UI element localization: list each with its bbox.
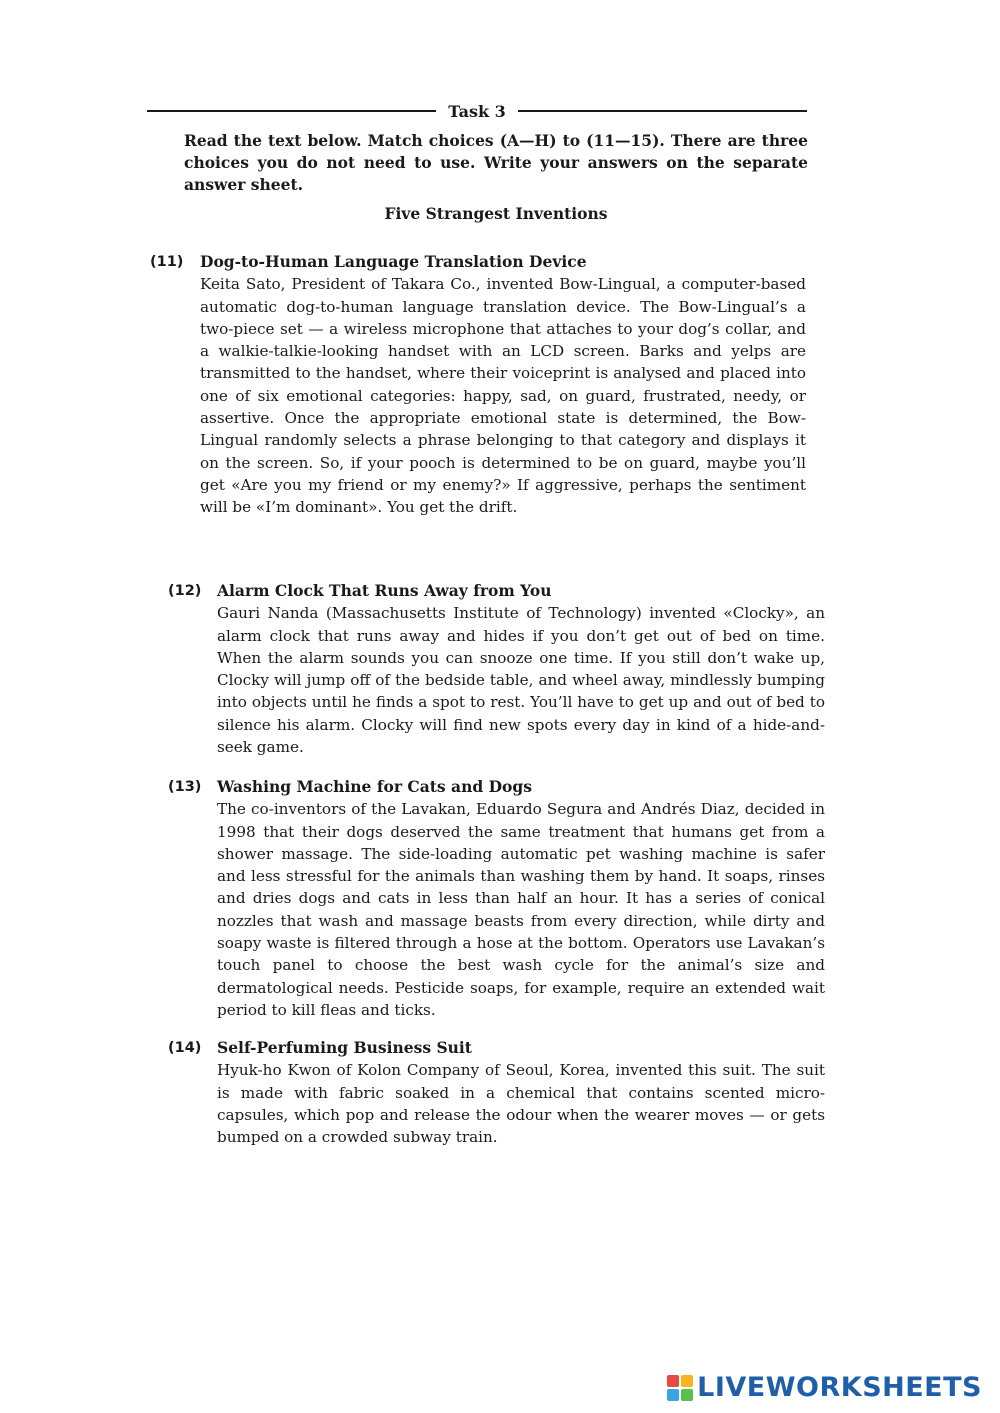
section-number: (11) bbox=[150, 254, 184, 270]
task-header bbox=[147, 98, 807, 124]
section-body: Gauri Nanda (Massachusetts Institute of Technology) invented «Clocky», an alarm clock that runs away and hides if you don’t get out of bed on time. When the alarm sounds you can snooze one time. If you still don’t wake up, Clocky will jump off of the bedside table, and wheel away, mindlessly bumping into objects until he finds a spot to rest. You’ll have to get up and out of bed to silence his alarm. Clocky will find new spots every day in kind of a hide-and-seek game. bbox=[217, 604, 825, 757]
section-heading: Self-Perfuming Business Suit bbox=[217, 1038, 472, 1057]
section-heading: Washing Machine for Cats and Dogs bbox=[217, 777, 532, 796]
section-heading: Dog-to-Human Language Translation Device bbox=[200, 252, 587, 271]
section-content bbox=[217, 776, 825, 1021]
task-label: Task 3 bbox=[448, 101, 506, 121]
section-number: (13) bbox=[168, 779, 202, 795]
section-content bbox=[217, 1037, 825, 1148]
section-body: The co-inventors of the Lavakan, Eduardo Segura and Andrés Diaz, decided in 1998 that their dogs deserved the same treatment that humans get from a shower massage. The side-loading automatic pet washing machine is safer and less stressful for the animals than washing them by hand. It soaps, rinses and dries dogs and cats in less than half an hour. It has a series of conical nozzles that wash and massage beasts from every direction, while dirty and soapy waste is filtered through a hose at the bottom. Operators use Lavakan’s touch panel to choose the best wash cycle for the animal’s size and dermatological needs. Pesticide soaps, for example, require an extended wait period to kill fleas and ticks. bbox=[217, 800, 825, 1019]
brand-name: LIVEWORKSHEETS bbox=[697, 1372, 982, 1403]
section-number: (12) bbox=[168, 583, 202, 599]
section-body: Keita Sato, President of Takara Co., invented Bow-Lingual, a computer-based automatic dog-to-human language translation device. The Bow-Lingual’s a two-piece set — a wireless microphone that attaches to your dog’s collar, and a walkie-talkie-looking handset with an LCD screen. Barks and yelps are transmitted to the handset, where their voiceprint is analysed and placed into one of six emotional categories: happy, sad, on guard, frustrated, needy, or assertive. Once the appropriate emotional state is determined, the Bow-Lingual randomly selects a phrase belonging to that category and displays it on the screen. So, if your pooch is determined to be on guard, maybe you’ll get «Are you my friend or my enemy?» If aggressive, perhaps the sentiment will be «I’m dominant». You get the drift. bbox=[200, 275, 806, 517]
document-title: Five Strangest Inventions bbox=[384, 204, 608, 223]
instructions: Read the text below. Match choices (A—H) to (11—15). There are three choices you do not need to use. Write your answers on the separate answer sheet. bbox=[184, 131, 808, 194]
liveworksheets-brand[interactable] bbox=[667, 1372, 982, 1403]
liveworksheets-logo-icon bbox=[667, 1375, 693, 1401]
header-rule-left bbox=[147, 110, 436, 112]
section-content bbox=[200, 251, 806, 519]
section-content bbox=[217, 580, 825, 758]
section-number: (14) bbox=[168, 1040, 202, 1056]
header-rule-right bbox=[518, 110, 807, 112]
section-heading: Alarm Clock That Runs Away from You bbox=[217, 581, 552, 600]
section-body: Hyuk-ho Kwon of Kolon Company of Seoul, Korea, invented this suit. The suit is made with fabric soaked in a chemical that contains scented micro-capsules, which pop and release the odour when the wearer moves — or gets bumped on a crowded subway train. bbox=[217, 1061, 825, 1147]
